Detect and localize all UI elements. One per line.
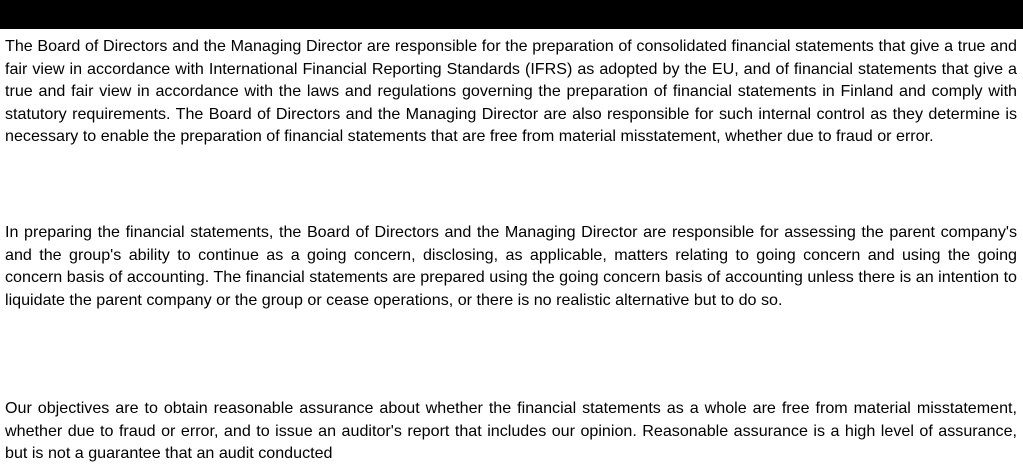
- paragraph-going-concern: In preparing the financial statements, the Board of Directors and the Managing Director are responsible for assessing the parent company's and the group's ability to continue as a going concern, disclosing, as applicable, matters relating to going concern and using the going concern basis of accounting. The financial statements are prepared using the going concern basis of accounting unless there is an intention to liquidate the parent company or the group or cease operations, or there is no realistic alternative but to do so.: [5, 223, 1017, 309]
- paragraph-responsibilities-board: The Board of Directors and the Managing Director are responsible for the preparation of consolidated financial statements that give a true and fair view in accordance with International Financial Reporting Standards (IFRS) as adopted by the EU, and of financial statements that give a true and fair view in accordance with the laws and regulations governing the preparation of financial statements in Finland and comply with statutory requirements. The Board of Directors and the Managing Director are also responsible for such internal control as they determine is necessary to enable the preparation of financial statements that are free from material misstatement, whether due to fraud or error.: [5, 37, 1017, 146]
- top-black-band: [0, 0, 1023, 29]
- paragraph-auditor-objectives: Our objectives are to obtain reasonable assurance about whether the financial statements as a whole are free from material misstatement, whether due to fraud or error, and to issue an auditor's report that includes our opinion. Reasonable assurance is a high level of assurance, but is not a guarantee that an audit conducted: [5, 399, 1017, 463]
